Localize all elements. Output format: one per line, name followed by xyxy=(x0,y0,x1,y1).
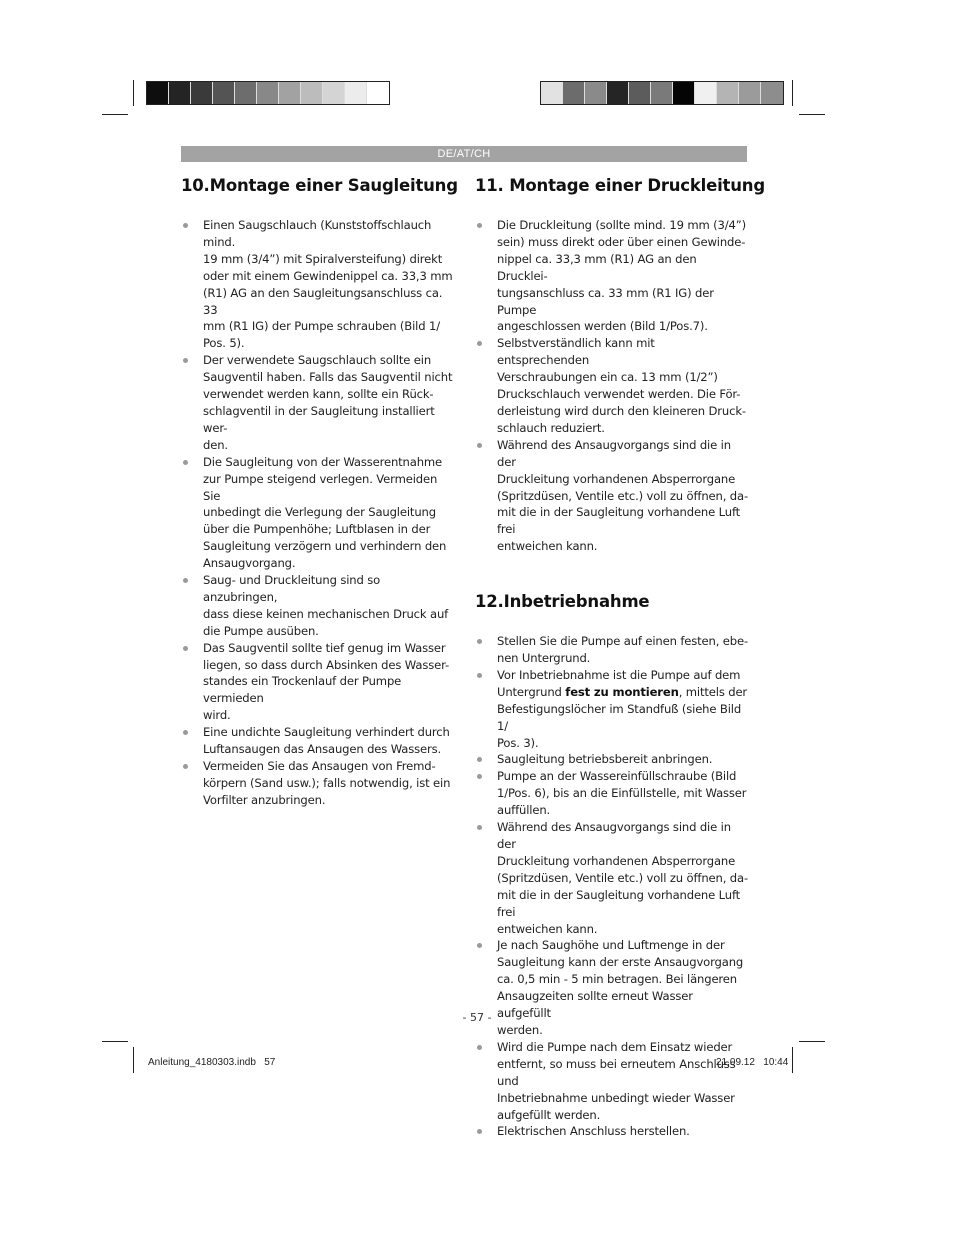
color-swatch xyxy=(563,82,585,104)
item-line: über die Pumpenhöhe; Luftblasen in der xyxy=(203,522,431,537)
color-swatch xyxy=(323,82,345,104)
list-item xyxy=(475,335,749,436)
color-swatch xyxy=(367,82,389,104)
item-line: Saugventil haben. Falls das Saugventil nicht xyxy=(203,370,453,385)
item-line: Pos. 3). xyxy=(497,735,539,750)
item-line: (Spritzdüsen, Ventile etc.) voll zu öffnen, da- xyxy=(497,870,748,885)
item-line: entweichen kann. xyxy=(497,921,598,936)
item-line: oder mit einem Gewindenippel ca. 33,3 mm xyxy=(203,268,453,283)
list-item xyxy=(475,217,749,335)
item-line: Befestigungslöcher im Standfuß (siehe Bild 1/ xyxy=(497,701,742,733)
color-swatch xyxy=(695,82,717,104)
color-swatch xyxy=(213,82,235,104)
item-line: nippel ca. 33,3 mm (R1) AG an den Drucklei- xyxy=(497,251,697,283)
item-line: Elektrischen Anschluss herstellen. xyxy=(497,1124,690,1139)
color-swatch xyxy=(651,82,673,104)
section-11-number: 11. xyxy=(475,176,504,195)
section-11-title: Montage einer Druckleitung xyxy=(509,176,765,195)
item-line: den. xyxy=(203,437,228,452)
item-line: auffüllen. xyxy=(497,803,551,818)
crop-mark xyxy=(799,1041,825,1042)
item-line: Die Druckleitung (sollte mind. 19 mm (3/4”) xyxy=(497,218,746,232)
item-line: Eine undichte Saugleitung verhindert durch xyxy=(203,725,450,740)
item-line: werden. xyxy=(497,1022,543,1037)
item-line: Saug- und Druckleitung sind so anzubringen, xyxy=(203,573,381,604)
item-line: aufgefüllt werden. xyxy=(497,1107,601,1122)
item-line: 1/Pos. 6), bis an die Einfüllstelle, mit Wasser xyxy=(497,786,747,801)
page-number: - 57 - xyxy=(462,1011,492,1024)
list-item xyxy=(181,352,453,453)
list-item xyxy=(181,217,453,352)
color-swatch xyxy=(257,82,279,104)
item-line: nen Untergrund. xyxy=(497,651,591,666)
color-swatch xyxy=(585,82,607,104)
section-12-heading xyxy=(475,592,749,611)
item-line: Selbstverständlich kann mit entsprechenden xyxy=(497,336,655,368)
item-line: derleistung wird durch den kleineren Druck- xyxy=(497,403,746,418)
item-line: Druckschlauch verwendet werden. Die För- xyxy=(497,387,741,402)
color-swatch xyxy=(191,82,213,104)
item-line: zur Pumpe steigend verlegen. Vermeiden Sie xyxy=(203,471,438,503)
color-swatch xyxy=(761,82,783,104)
item-line: Einen Saugschlauch (Kunststoffschlauch mind. xyxy=(203,218,432,249)
item-line: Luftansaugen das Ansaugen des Wassers. xyxy=(203,742,442,757)
section-11-heading xyxy=(475,176,765,195)
item-line: körpern (Sand usw.); falls notwendig, ist ein xyxy=(203,775,451,790)
item-line: entweichen kann. xyxy=(497,539,598,554)
item-line: entfernt, so muss bei erneutem Anschluss und xyxy=(497,1056,736,1088)
item-line: Inbetriebnahme unbedingt wieder Wasser xyxy=(497,1090,735,1105)
color-swatch xyxy=(169,82,191,104)
color-swatch xyxy=(739,82,761,104)
list-item xyxy=(181,572,453,640)
list-item xyxy=(475,751,749,768)
item-line: Druckleitung vorhandenen Absperrorgane xyxy=(497,471,736,486)
section-10-title: Montage einer Saugleitung xyxy=(209,176,458,195)
item-line: Ansaugzeiten sollte erneut Wasser aufgefüllt xyxy=(497,989,693,1021)
file-slug: Anleitung_4180303.indb 57 xyxy=(148,1057,276,1068)
crop-mark xyxy=(799,114,825,115)
item-line: tungsanschluss ca. 33 mm (R1 IG) der Pumpe xyxy=(497,285,714,317)
list-item xyxy=(475,667,749,752)
list-item xyxy=(181,758,453,809)
color-swatch xyxy=(541,82,563,104)
list-item xyxy=(475,437,749,555)
item-line: unbedingt die Verlegung der Saugleitung xyxy=(203,505,436,520)
item-line: standes ein Trockenlauf der Pumpe vermieden xyxy=(203,674,402,706)
item-line: wird. xyxy=(203,708,231,723)
list-item xyxy=(475,819,749,937)
item-line: , mittels der xyxy=(678,684,748,699)
item-line: Saugleitung betriebsbereit anbringen. xyxy=(497,752,713,767)
item-line: Wird die Pumpe nach dem Einsatz wieder xyxy=(497,1039,733,1054)
section-10-number: 10. xyxy=(181,176,210,195)
item-line: Stellen Sie die Pumpe auf einen festen, ebe- xyxy=(497,634,748,649)
item-line: Der verwendete Saugschlauch sollte ein xyxy=(203,353,432,368)
color-swatch xyxy=(279,82,301,104)
list-item xyxy=(475,633,749,667)
list-item xyxy=(475,1039,749,1124)
item-line: Je nach Saughöhe und Luftmenge in der xyxy=(497,938,725,953)
list-item xyxy=(181,724,453,758)
item-line: schlauch reduziert. xyxy=(497,420,605,435)
item-line: verwendet werden kann, sollte ein Rück- xyxy=(203,387,434,402)
color-swatch xyxy=(235,82,257,104)
list-item xyxy=(475,768,749,819)
section-10-list xyxy=(181,217,453,809)
emphasis-text: fest zu montieren xyxy=(565,684,679,699)
item-line: Untergrund xyxy=(497,684,566,699)
item-line: Vorfilter anzubringen. xyxy=(203,792,326,807)
item-line: Pumpe an der Wassereinfüllschraube (Bild xyxy=(497,769,737,784)
crop-mark xyxy=(792,80,793,106)
item-line: Verschraubungen ein ca. 13 mm (1/2”) xyxy=(497,370,718,385)
section-11-list xyxy=(475,217,749,555)
crop-mark xyxy=(792,1047,793,1073)
item-line: Ansaugvorgang. xyxy=(203,556,296,571)
crop-mark xyxy=(102,1041,128,1042)
color-swatch xyxy=(673,82,695,104)
color-swatch xyxy=(629,82,651,104)
crop-mark xyxy=(133,1047,134,1073)
color-swatch xyxy=(717,82,739,104)
list-item xyxy=(181,454,453,572)
item-line: 19 mm (3/4”) mit Spiralversteifung) direkt xyxy=(203,251,443,266)
item-line: Saugleitung verzögern und verhindern den xyxy=(203,539,447,554)
item-line: Das Saugventil sollte tief genug im Wasser xyxy=(203,640,446,655)
item-line: angeschlossen werden (Bild 1/Pos.7). xyxy=(497,319,708,334)
list-item xyxy=(475,1123,749,1140)
item-line: Während des Ansaugvorgangs sind die in der xyxy=(497,437,731,469)
item-line: mit die in der Saugleitung vorhandene Luft frei xyxy=(497,887,741,919)
date-slug: 21.09.12 10:44 xyxy=(716,1057,789,1068)
section-10-heading xyxy=(181,176,458,195)
item-line: mm (R1 IG) der Pumpe schrauben (Bild 1/ xyxy=(203,319,440,334)
left-column xyxy=(181,176,458,809)
section-12-title: Inbetriebnahme xyxy=(503,592,650,612)
item-line: mit die in der Saugleitung vorhandene Luft frei xyxy=(497,505,741,537)
item-line: Vor Inbetriebnahme ist die Pumpe auf dem xyxy=(497,667,741,682)
item-line: (Spritzdüsen, Ventile etc.) voll zu öffnen, da- xyxy=(497,488,748,503)
item-line: ca. 0,5 min - 5 min betragen. Bei längeren xyxy=(497,972,737,987)
item-line: sein) muss direkt oder über einen Gewinde- xyxy=(497,234,746,249)
item-line: dass diese keinen mechanischen Druck auf xyxy=(203,606,449,621)
section-12-list xyxy=(475,633,749,1140)
color-swatch xyxy=(301,82,323,104)
color-swatch xyxy=(345,82,367,104)
item-line: Vermeiden Sie das Ansaugen von Fremd- xyxy=(203,759,436,773)
item-line: Saugleitung kann der erste Ansaugvorgang xyxy=(497,955,744,970)
item-line: (R1) AG an den Saugleitungsanschluss ca. 33 xyxy=(203,285,443,317)
item-line: liegen, so dass durch Absinken des Wasser- xyxy=(203,657,449,672)
item-line: Pos. 5). xyxy=(203,336,245,351)
item-line: Die Saugleitung von der Wasserentnahme xyxy=(203,454,443,469)
item-line: Während des Ansaugvorgangs sind die in der xyxy=(497,820,731,851)
item-line: Druckleitung vorhandenen Absperrorgane xyxy=(497,853,736,868)
crop-mark xyxy=(102,114,128,115)
item-line: schlagventil in der Saugleitung installiert wer- xyxy=(203,403,435,435)
color-swatch xyxy=(607,82,629,104)
list-item xyxy=(181,640,453,725)
color-calibration-bar-right xyxy=(540,81,784,105)
item-line: die Pumpe ausüben. xyxy=(203,623,319,638)
color-calibration-bar-left xyxy=(146,81,390,105)
crop-mark xyxy=(133,80,134,106)
color-swatch xyxy=(147,82,169,104)
section-12-number: 12. xyxy=(475,592,504,612)
language-header-band: DE/AT/CH xyxy=(181,146,747,162)
